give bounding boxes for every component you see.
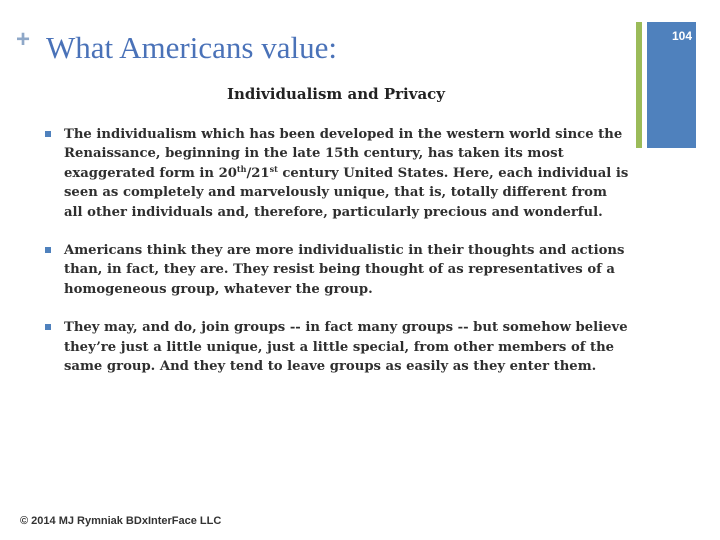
square-bullet-icon bbox=[45, 131, 51, 137]
slide-title: What Americans value: bbox=[46, 30, 337, 65]
bullet-text: The individualism which has been developed in the western world since the Renaissance, beginning in the late 15th century, has taken its most exaggerated form in 20 bbox=[64, 127, 623, 181]
copyright-footer: © 2014 MJ Rymniak BDxInterFace LLC bbox=[20, 515, 222, 527]
bullet-item-actions bbox=[44, 241, 629, 299]
bullet-text: Americans think they are more individualistic in their thoughts and actions than, in fact, they are. They resist being thought of as representatives of a homogeneous group, whatever the group. bbox=[64, 243, 625, 297]
plus-icon: + bbox=[16, 26, 31, 53]
slide-subtitle: Individualism and Privacy bbox=[226, 85, 446, 103]
bullet-text: They may, and do, join groups -- in fact many groups -- but somehow believe they’re just a little unique, just a little special, from other members of the same group. And they tend to leave groups as easily as they enter them. bbox=[64, 320, 628, 375]
bullet-list bbox=[44, 125, 629, 395]
square-bullet-icon bbox=[45, 247, 51, 253]
ordinal-suffix: th bbox=[236, 163, 247, 174]
ordinal-suffix: st bbox=[269, 163, 278, 174]
bullet-text: century United States. Here, each individual is seen as completely and marvelously unique, that is, totally different from all other individuals and, therefore, particularly precious and wonderful. bbox=[64, 165, 629, 220]
page-number: 104 bbox=[671, 29, 692, 43]
bullet-item-groups bbox=[44, 318, 629, 376]
bullet-item-individualism bbox=[44, 125, 629, 222]
bullet-text: /21 bbox=[246, 165, 270, 181]
square-bullet-icon bbox=[45, 324, 51, 330]
